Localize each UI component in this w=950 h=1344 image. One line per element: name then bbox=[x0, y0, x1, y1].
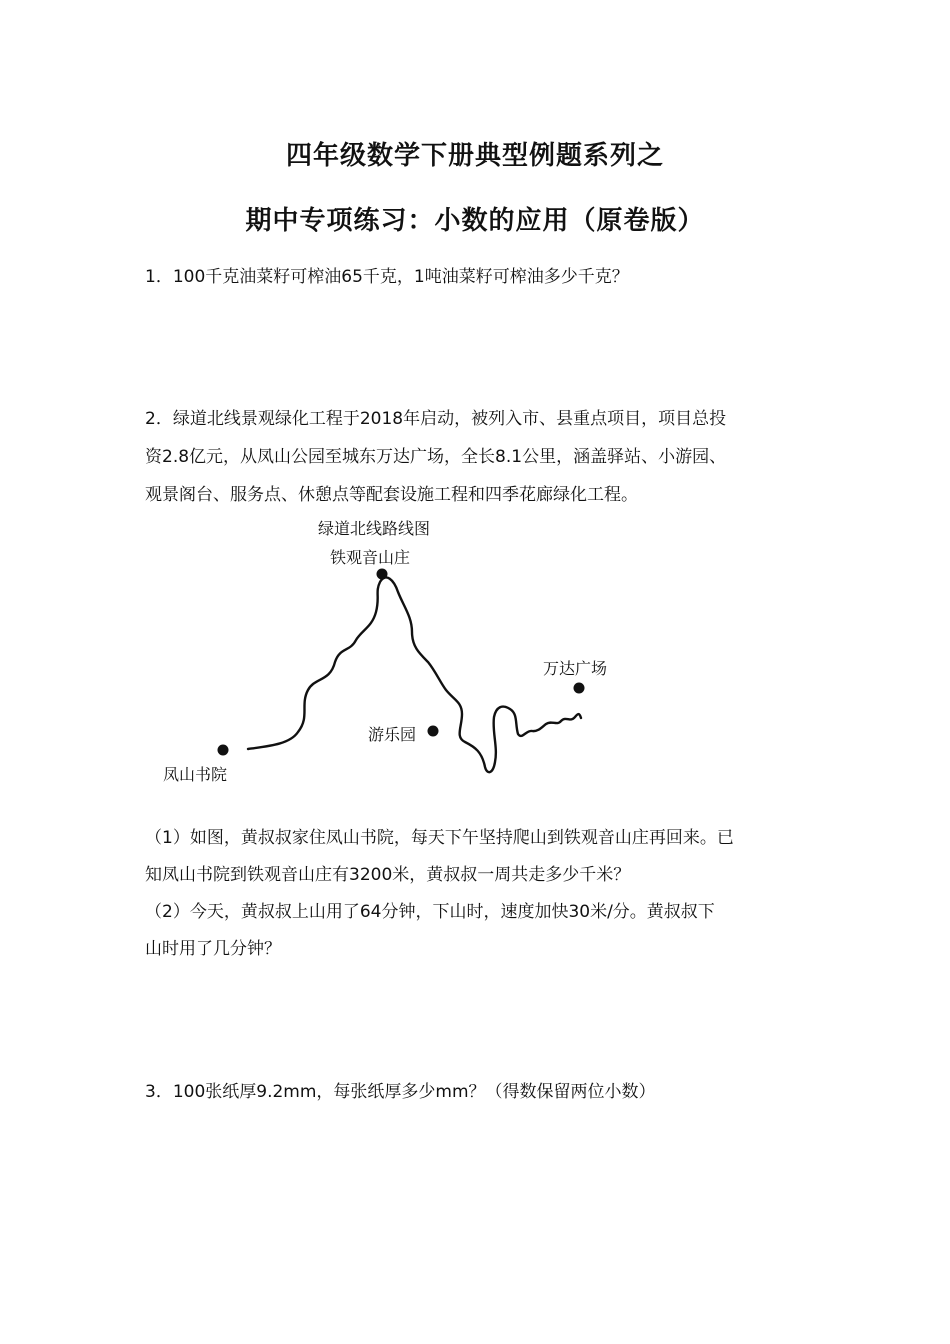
wanda-marker bbox=[574, 683, 585, 694]
tieguan-marker bbox=[377, 569, 388, 580]
label-wanda: 万达广场 bbox=[543, 659, 608, 678]
label-tieguan: 铁观音山庄 bbox=[330, 548, 411, 567]
question-2-sub-1-line-2: 知凤山书院到铁观音山庄有3200米，黄叔叔一周共走多少千米？ bbox=[145, 865, 631, 885]
page-title: 四年级数学下册典型例题系列之 bbox=[285, 141, 664, 171]
question-1: 1．100千克油菜籽可榨油65千克，1吨油菜籽可榨油多少千克？ bbox=[145, 267, 629, 287]
map-caption: 绿道北线路线图 bbox=[318, 519, 431, 538]
page-subtitle: 期中专项练习：小数的应用（原卷版） bbox=[245, 206, 705, 236]
route-map bbox=[150, 512, 670, 792]
question-2-line-1: 2．绿道北线景观绿化工程于2018年启动，被列入市、县重点项目，项目总投 bbox=[145, 409, 727, 429]
fengshan-marker bbox=[218, 745, 229, 756]
label-youle: 游乐园 bbox=[368, 725, 417, 744]
question-3: 3．100张纸厚9.2mm，每张纸厚多少mm？（得数保留两位小数） bbox=[145, 1082, 656, 1102]
question-2-sub-2-line-2: 山时用了几分钟？ bbox=[145, 939, 281, 959]
question-2-sub-2-line-1: （2）今天，黄叔叔上山用了64分钟，下山时，速度加快30米/分。黄叔叔下 bbox=[145, 902, 715, 922]
label-fengshan: 凤山书院 bbox=[163, 765, 228, 784]
question-2-line-2: 资2.8亿元，从凤山公园至城东万达广场，全长8.1公里，涵盖驿站、小游园、 bbox=[145, 447, 727, 467]
youle-marker bbox=[428, 726, 439, 737]
question-2-line-3: 观景阁台、服务点、休憩点等配套设施工程和四季花廊绿化工程。 bbox=[145, 485, 638, 505]
question-2-sub-1-line-1: （1）如图，黄叔叔家住凤山书院，每天下午坚持爬山到铁观音山庄再回来。已 bbox=[145, 828, 734, 848]
